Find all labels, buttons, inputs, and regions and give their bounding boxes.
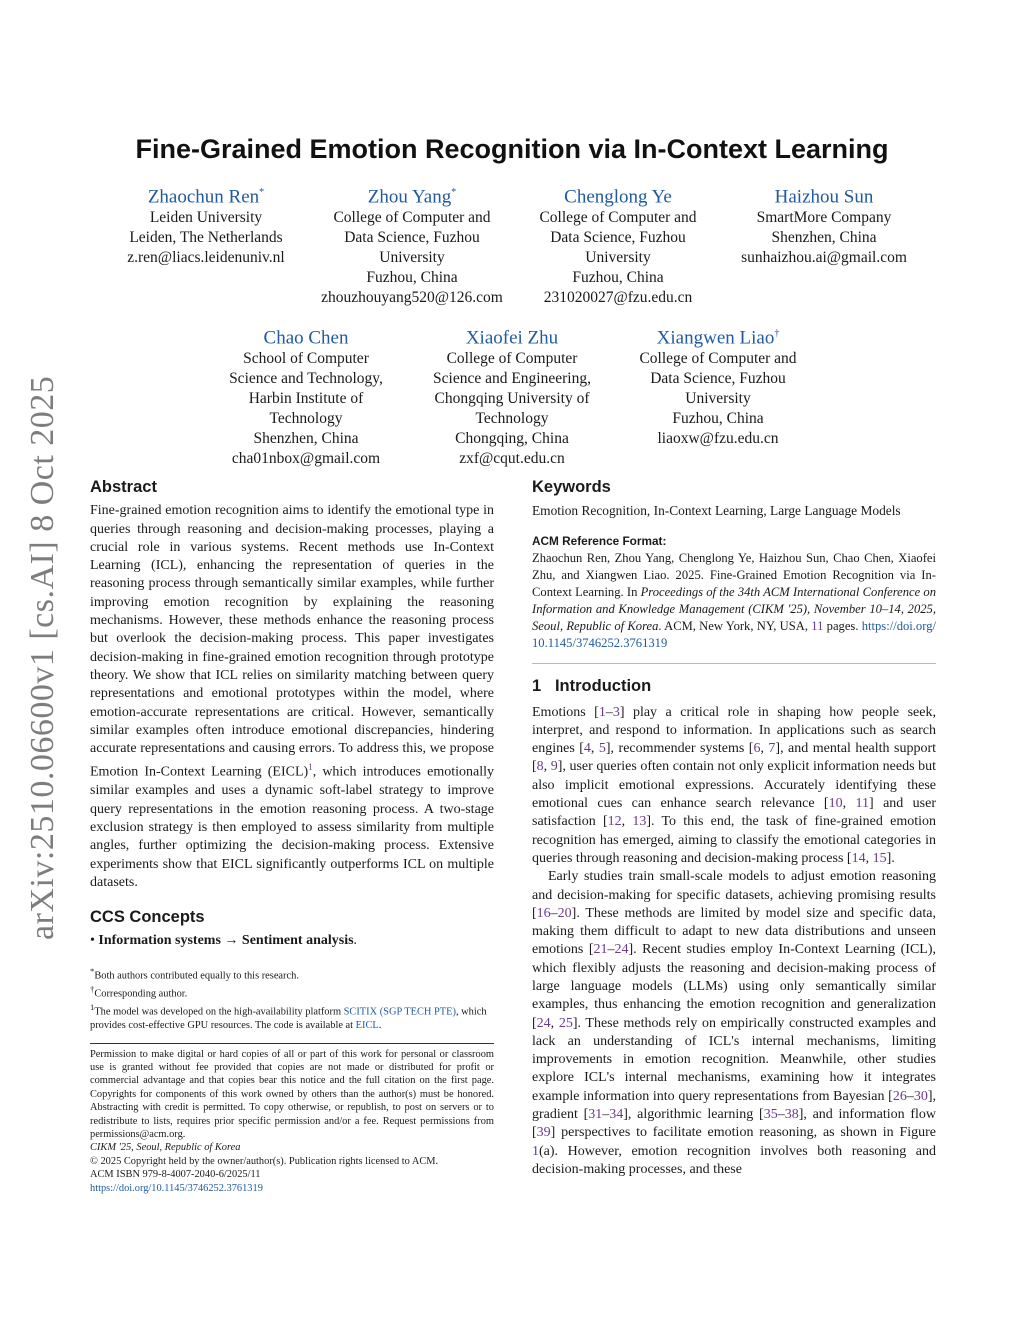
intro-text: – [602,1107,610,1123]
intro-text: , [543,759,551,775]
author-name: Zhaochun Ren [147,186,260,208]
affiliation-line: Fuzhou, China [366,269,458,287]
acm-doi-link[interactable]: https://doi.org/10.1145/3746252.3761319 [532,619,936,651]
right-column [532,478,936,1179]
permission-text: Permission to make digital or hard copies of all or part of this work for personal or classroom use is granted without fee provided that copies are not made or distributed for profit or commercial advantage and that copies bear this notice and the full citation on the first page. Copyrights for components of this work owned by others than the author(s) must be honored. Abstracting with credit is permitted. To copy otherwise, or republish, to post on servers or to redistribute to lists, requires prior specific permission and/or a fee. Request permissions from permissions@acm.org. [90,1048,494,1140]
author-email: zxf@cqut.edu.cn [459,450,565,468]
acm-ref-part: . ACM, New York, NY, USA, [658,619,812,634]
intro-text: Emotions [ [532,704,599,720]
intro-text: ], and mental health support [ [532,741,937,775]
section-number: 1 [532,677,542,696]
affiliation-line: Shenzhen, China [253,430,359,448]
author-block [203,323,409,469]
author-mark: † [774,328,780,339]
citation-link[interactable]: 6 [753,741,761,757]
citation-link[interactable]: 38 [784,1107,799,1123]
isbn-line: ACM ISBN 979-8-4007-2040-6/2025/11 [90,1169,261,1181]
ccs-heading: CCS Concepts [90,908,205,927]
keywords-text: Emotion Recognition, In-Context Learning, Large Language Models [532,503,901,519]
ccs-concepts [90,932,494,950]
citation-link[interactable]: 34 [609,1107,624,1123]
intro-text: ] perspectives to facilitate emotion reasoning, as shown in Figure [550,1125,936,1141]
citation-link[interactable]: 24 [536,1015,551,1031]
author-block [409,323,615,469]
author-block [515,182,721,308]
footnote-mark: † [90,983,95,994]
footnote-text: . [378,1019,382,1031]
intro-text: – [906,1088,914,1104]
affiliation-line: School of Computer [243,350,369,368]
intro-text: ], algorithmic learning [ [623,1107,764,1123]
ccs-bullet: • [90,933,95,949]
footnote-text: , which provides cost-effective GPU resources. The code is available at [90,1006,487,1031]
affiliation-line: Leiden, The Netherlands [129,229,283,247]
affiliation-line: University [379,249,445,267]
affiliation-line: Technology [269,410,343,428]
intro-heading [532,677,936,695]
author-name: Chao Chen [263,327,349,349]
acm-ref-text [532,550,936,653]
intro-text: , [590,741,599,757]
eicl-link[interactable]: EICL [355,1019,379,1031]
citation-link[interactable]: 30 [913,1088,928,1104]
citation-link[interactable]: 13 [632,814,647,830]
intro-text: ], gradient [ [532,1088,936,1123]
intro-text: , [842,796,856,812]
affiliation-line: Data Science, Fuzhou [344,229,480,247]
arrow-icon: → [224,933,239,949]
affiliation-line: Data Science, Fuzhou [550,229,686,247]
paper-title: Fine-Grained Emotion Recognition via In-Context Learning [135,134,889,164]
intro-text: ] play a critical role in shaping how people seek, interpret, and respond to information. In applications such as search engines [ [532,704,936,757]
intro-text: ], user queries often contain not only explicit information needs but also implicit emotional expressions. Accurately identifying these emotional cues can enhance search relevance [ [532,759,937,812]
doi-link[interactable]: https://doi.org/10.1145/3746252.3761319 [90,1182,263,1194]
intro-paragraph [532,868,936,1179]
acm-ref-part: Zhaochun Ren, Zhou Yang, Chenglong Ye, Haizhou Sun, Chao Chen, Xiaofei Zhu, and Xiangwen Liao. 2025. Fine-Grained Emotion Recognition via In-Context Learning. In [532,550,936,599]
intro-text: – [777,1107,785,1123]
section-title: Introduction [554,677,652,696]
intro-text: (a). However, emotion recognition involves both reasoning and decision-making processes, and these [532,1143,936,1177]
citation-link[interactable]: 9 [550,759,558,775]
affiliation-line: University [585,249,651,267]
ccs-subcategory: Sentiment analysis [241,933,354,949]
intro-text: , [760,741,769,757]
citation-link[interactable]: 7 [768,741,776,757]
intro-text: , [550,1015,559,1031]
citation-link[interactable]: 1 [598,704,606,720]
citation-link[interactable]: 12 [607,814,622,830]
venue-line: CIKM '25, Seoul, Republic of Korea [90,1142,241,1154]
author-mark: * [259,187,265,198]
left-column [90,478,494,1195]
divider [90,1043,494,1044]
affiliation-line: College of Computer [446,350,578,368]
author-name: Xiangwen Liao [656,327,775,349]
citation-link[interactable]: 26 [892,1088,907,1104]
affiliation-line: College of Computer and [539,209,697,227]
intro-text: – [550,905,558,921]
intro-text: ]. [886,850,895,866]
citation-link[interactable]: 11 [855,796,869,812]
author-block [615,323,821,449]
affiliation-line: Data Science, Fuzhou [650,370,786,388]
affiliation-line: Chongqing University of [434,390,590,408]
affiliation-line: College of Computer and [639,350,797,368]
divider [532,663,936,664]
footnote [90,965,494,983]
affiliation-line: Harbin Institute of [248,390,364,408]
author-email: cha01nbox@gmail.com [231,450,381,468]
author-block [103,182,309,268]
affiliation-line: Technology [475,410,549,428]
author-name: Haizhou Sun [774,186,874,208]
ccs-end: . [353,933,358,949]
intro-text: ], recommender systems [ [605,741,754,757]
affiliation-line: Leiden University [149,209,263,227]
keywords-heading: Keywords [532,478,611,496]
intro-text: – [607,942,615,958]
intro-text: ]. These methods rely on empirically constructed examples and lack an understanding of ICL's internal mechanisms, limiting improvements in emotion recognition. Meanwhile, other studies explore ICL's internal mechanisms, examining how it integrates example information into query representations from Bayesian [ [532,1015,936,1104]
author-email: z.ren@liacs.leidenuniv.nl [127,249,285,267]
author-name: Chenglong Ye [564,186,672,208]
citation-link[interactable]: 25 [558,1015,573,1031]
citation-link[interactable]: 31 [588,1107,603,1123]
affiliation-line: Fuzhou, China [672,410,764,428]
citation-link[interactable]: 24 [614,942,629,958]
intro-text: ], and information flow [ [532,1107,937,1141]
footnote-text: Corresponding author. [94,988,188,1000]
permission-block [90,1048,494,1195]
abstract-heading: Abstract [90,478,157,496]
affiliation-line: College of Computer and [333,209,491,227]
citation-link[interactable]: 35 [763,1107,778,1123]
affiliation-line: Science and Engineering, [433,370,591,388]
intro-text: ]. These methods are limited by model size and specific data, making them difficult to adapt to new data distributions and unseen emotions [ [532,905,936,958]
copyright-line: © 2025 Copyright held by the owner/author(s). Publication rights licensed to ACM. [90,1155,439,1167]
citation-link[interactable]: 20 [557,905,572,921]
author-email: liaoxw@fzu.edu.cn [657,430,779,448]
citation-link[interactable]: 8 [536,759,544,775]
citation-link[interactable]: 16 [536,905,551,921]
abstract-text-part: Fine-grained emotion recognition aims to identify the emotional type in queries through reasoning and decision-making processes, playing a crucial role in various systems. Recent methods use In-Context Learning (ICL), enhancing the representation of queries in the reasoning process through semantically similar examples, while further improving emotion recognition by explaining the reasoning mechanisms. However, these methods enhance the reasoning process but overlook the decision-making process. This paper investigates decision-making in fine-grained emotion recognition through prototype theory. We show that ICL relies on similarity matching between query representations and emotional prototypes within the model, where emotion-accurate representations are critical. However, semantically similar examples often introduce emotional discrepancies, hindering accurate representations and causing errors. To address this, we propose Emotion In-Context Learning (EICL) [90,503,494,781]
citation-link[interactable]: 39 [536,1125,551,1141]
citation-link[interactable]: 15 [872,850,887,866]
intro-text: , [621,814,633,830]
author-mark: * [451,187,457,198]
acm-reference [532,533,936,653]
intro-text: ]. Recent studies employ In-Context Learning (ICL), which flexibly adjusts the reasoning and decision-making process of large language models (LLMs) using only semantically similar examples, thus enhancing the emotion recognition and generalization [ [532,942,936,1031]
affiliation-line: Fuzhou, China [572,269,664,287]
footnote-ref[interactable]: 1 [308,762,313,773]
citation-link[interactable]: 5 [598,741,606,757]
author-email: zhouzhouyang520@126.com [321,289,503,307]
citation-link[interactable]: 4 [583,741,591,757]
author-name: Xiaofei Zhu [465,327,559,349]
abstract-text [90,502,494,892]
citation-link[interactable]: 1 [532,1143,539,1159]
citation-link[interactable]: 21 [593,942,608,958]
scitix-link[interactable]: SCITIX (SGP TECH PTE) [343,1006,456,1018]
footnote-text: The model was developed on the high-availability platform [94,1006,344,1018]
affiliation-line: University [685,390,751,408]
intro-text: ] and user satisfaction [ [532,796,937,830]
pages-link[interactable]: 11 [811,619,824,634]
arxiv-stamp: arXiv:2510.06600v1 [cs.AI] 8 Oct 2025 [24,375,61,940]
footnote-text: Both authors contributed equally to this research. [94,970,299,982]
intro-paragraph [532,704,936,869]
affiliation-line: SmartMore Company [756,209,892,227]
citation-link[interactable]: 10 [828,796,843,812]
author-email: 231020027@fzu.edu.cn [543,289,693,307]
author-block [309,182,515,308]
footnote-mark: 1 [90,1001,95,1012]
intro-text: ]. To this end, the task of fine-grained emotion recognition has emerged, aiming to classify the emotional categories in queries through reasoning and decision-making process [ [532,814,936,866]
footnotes [90,965,494,1033]
intro-text: , [865,850,873,866]
author-block [721,182,927,268]
author-email: sunhaizhou.ai@gmail.com [741,249,907,267]
abstract-text-part: , which introduces emotionally similar examples and uses a dynamic soft-label strategy to improve query representations in the emotion reasoning process. A two-stage exclusion strategy is then employed to assess similarity from multiple angles, further optimizing the decision-making process. Extensive experiments show that EICL significantly outperforms ICL on multiple datasets. [90,765,494,890]
intro-text: Early studies train small-scale models to adjust emotion reasoning and decision-making for specific datasets, achieving promising results [ [532,869,936,921]
footnote [90,983,494,1001]
acm-ref-part: pages. [823,619,862,634]
intro-text: – [605,704,613,720]
citation-link[interactable]: 3 [612,704,620,720]
acm-ref-heading: ACM Reference Format: [532,533,667,548]
footnote [90,1001,494,1033]
acm-ref-venue: Proceedings of the 34th ACM International Conference on Information and Knowledge Management (CIKM '25), November 10–14, 2025, Seoul, Republic of Korea [532,584,937,634]
affiliation-line: Shenzhen, China [771,229,877,247]
ccs-category: Information systems [98,933,221,949]
citation-link[interactable]: 14 [851,850,866,866]
footnote-mark: * [90,965,95,976]
author-name: Zhou Yang [367,186,452,208]
affiliation-line: Chongqing, China [455,430,569,448]
affiliation-line: Science and Technology, [229,370,383,388]
